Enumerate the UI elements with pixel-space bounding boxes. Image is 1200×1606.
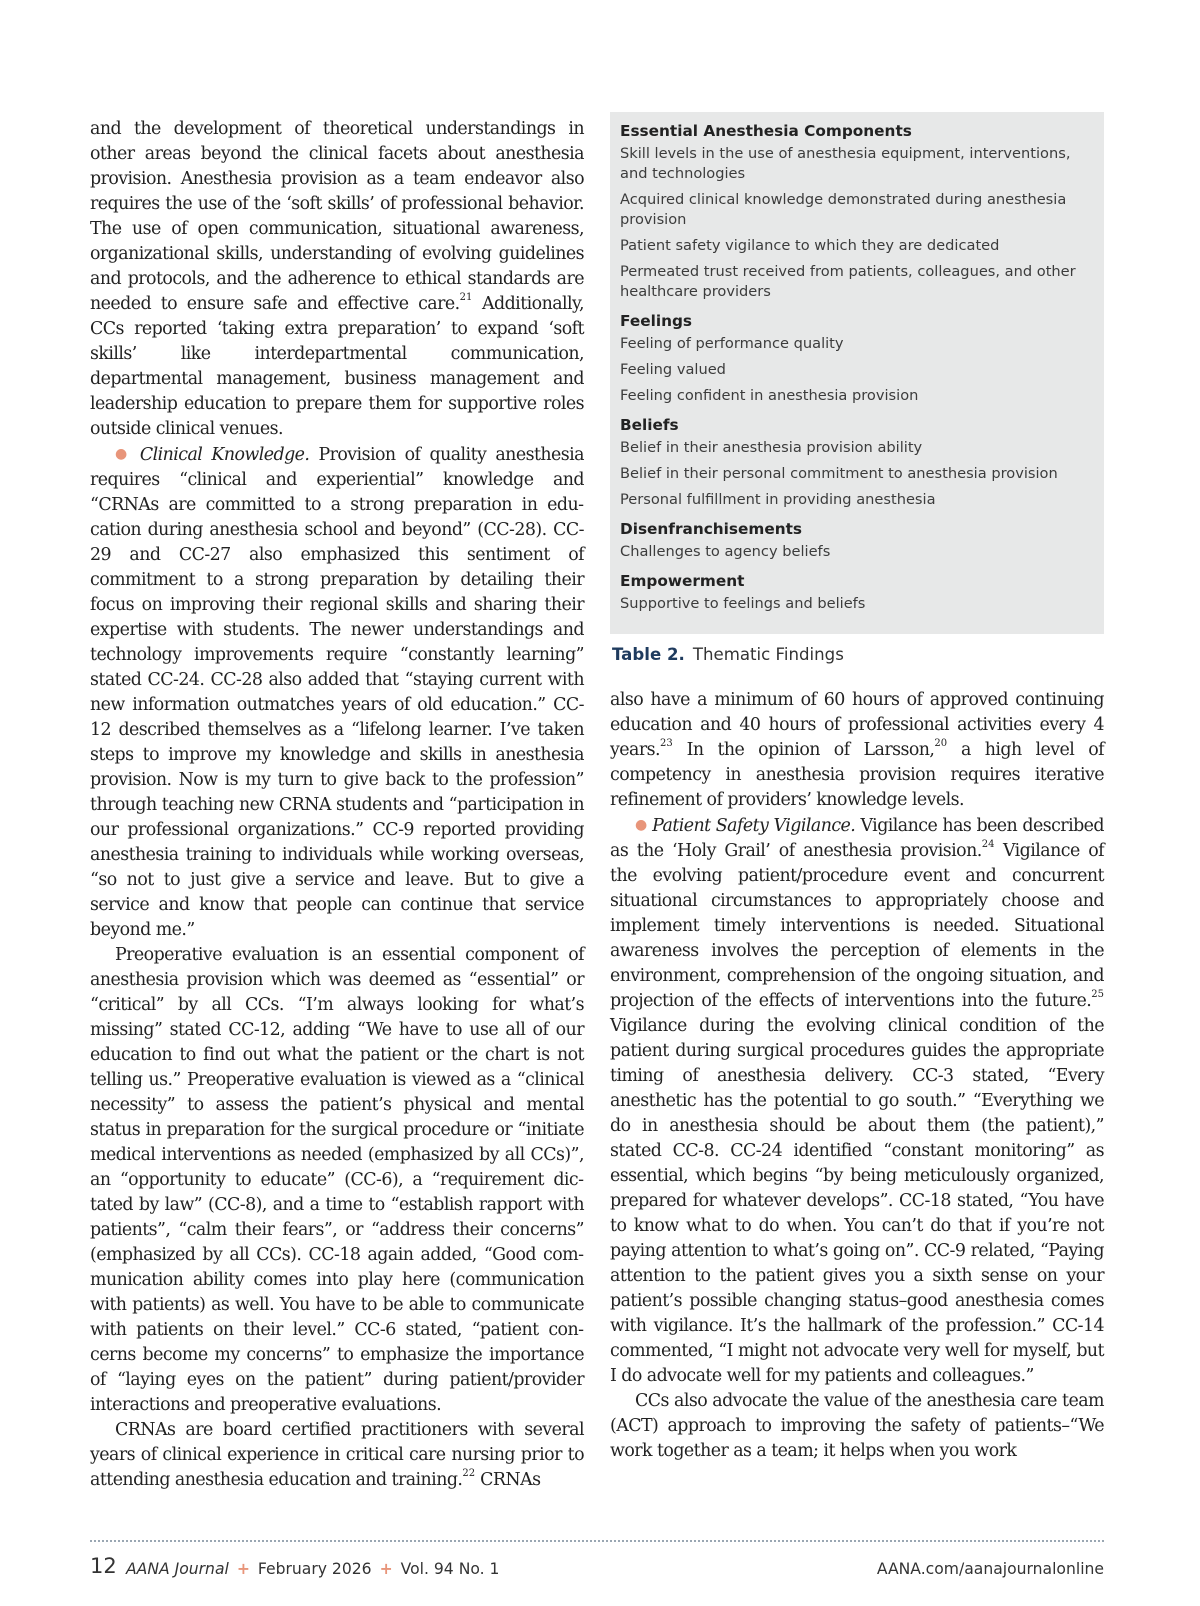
table-row: Belief in their personal commitment to anesthesia provision — [620, 465, 1058, 482]
left-column — [90, 117, 584, 1493]
table-row: Feeling valued — [620, 361, 726, 378]
bullet-dot-icon: ● — [115, 446, 131, 462]
table-row: Acquired clinical knowledge demonstrated during anesthesia provision — [620, 191, 1067, 228]
volume: Vol. 94 — [400, 1560, 454, 1578]
journal-meta — [126, 1560, 499, 1578]
reference-superscript: 20 — [934, 738, 948, 749]
table-section-title: Feelings — [620, 312, 693, 330]
table-row: Supportive to feelings and beliefs — [620, 595, 866, 612]
paragraph: CCs also advocate the value of the anesthesia care team (ACT) approach to improving the safety of patients–“We work together as a team; it helps when you work — [610, 1391, 1104, 1461]
table-caption-text: Thematic Findings — [692, 645, 844, 664]
table-row: Skill levels in the use of anesthesia equipment, interventions, and technologies — [620, 145, 1071, 182]
reference-superscript: 22 — [462, 1468, 476, 1479]
reference-superscript: 21 — [459, 292, 473, 303]
plus-separator-icon: + — [236, 1560, 250, 1578]
plus-separator-icon: + — [379, 1560, 393, 1578]
table-row: Permeated trust received from patients, colleagues, and other healthcare providers — [620, 263, 1076, 300]
bullet-dot-icon: ● — [635, 817, 647, 833]
reference-superscript: 24 — [981, 839, 995, 850]
footer-divider — [90, 1540, 1104, 1542]
table-row: Feeling of performance quality — [620, 335, 844, 352]
reference-superscript: 25 — [1091, 989, 1104, 1000]
right-column — [610, 688, 1104, 1464]
table-caption — [612, 645, 844, 664]
table-section-title: Beliefs — [620, 416, 679, 434]
table-section-title: Empowerment — [620, 572, 745, 590]
table-section-title: Essential Anesthesia Components — [620, 122, 912, 140]
thematic-findings-table — [610, 112, 1104, 634]
journal-url-link[interactable]: AANA.com/aanajournalonline — [876, 1560, 1104, 1578]
table-row: Patient safety vigilance to which they are dedicated — [620, 237, 1000, 254]
table-row: Belief in their anesthesia provision ability — [620, 439, 923, 456]
paragraph: CRNAs are board certified practitioners with several years of clinical experience in critical care nursing prior to attending anesthesia education and training.$^{22}$ CRNAs — [90, 1420, 584, 1490]
table-section-title: Disenfranchisements — [620, 520, 803, 538]
issue-date: February 2026 — [257, 1560, 372, 1578]
table-row: Feeling confident in anesthesia provision — [620, 387, 919, 404]
paragraph: and the development of theoretical understandings in other areas beyond the clinical facets about anesthesia provision. Anesthesia provision as a team endeavor also requires the use of the ‘soft skills’ of professional behavior. The use of open communication, situational awareness, organizational skills, understanding of evolving guidelines and protocols, and the adherence to ethical standards are needed to ensure safe and effective care.$^{21}$ Additionally, CCs reported ‘taking extra preparation’ to expand ‘soft skills’ like interdepartmental communication, departmental management, business management and leadership education to prepare them for supportive roles outside clinical venues. — [90, 119, 585, 439]
paragraph: ● Clinical Knowledge. Provision of quality anesthesia requires “clinical and experiential” knowledge and “CRNAs are committed to a strong preparation in education during anesthesia school and beyond” (CC-28). CC-29 and CC-27 also emphasized this sentiment of commitment to a strong preparation by detailing their focus on improving their regional skills and sharing their expertise with students. The newer understandings and technology improvements require “constantly learning” stated CC-24. CC-28 also added that “staying current with new information outmatches years of old education.” CC-12 described themselves as a “lifelong learner. I’ve taken steps to improve my knowledge and skills in anesthesia provision. Now is my turn to give back to the profession” through teaching new CRNA students and “participation in our professional organizations.” CC-9 reported providing anesthesia training to individuals while working overseas, “so not to just give a service and leave. But to give a service and know that people can continue that service beyond me.” — [90, 445, 584, 940]
paragraph: also have a minimum of 60 hours of approved continuing education and 40 hours of professional activities every 4 years.$^{23}$ In the opinion of Larsson,$^{20}$ a high level of competency in anesthesia provision requires iterative refinement of providers’ knowledge levels. — [610, 690, 1104, 810]
section-subheading: Patient Safety Vigilance. — [652, 816, 856, 836]
section-subheading: Clinical Knowledge. — [139, 445, 310, 465]
reference-superscript: 23 — [659, 738, 673, 749]
page-footer — [90, 1550, 1104, 1586]
table-caption-label: Table 2. — [612, 645, 685, 664]
paragraph: Preoperative evaluation is an essential component of anesthesia provision which was deemed as “essential” or “critical” by all CCs. “I’m always looking for what’s missing” stated CC-12, adding “We have to use all of our education to find out what the patient or the chart is not telling us.” Preoperative evaluation is viewed as a “clinical necessity” to assess the patient’s physical and mental status in preparation for the surgical procedure or “initiate medical interventions as needed (emphasized by all CCs)”, an “opportunity to educate” (CC-6), a “requirement dictated by law” (CC-8), and a time to “establish rapport with patients”, “calm their fears”, or “address their concerns” (emphasized by all CCs). CC-18 again added, “Good communication ability comes into play here (communication with patients) as well. You have to be able to communicate with patients on their level.” CC-6 stated, “patient concerns become my concerns” to emphasize the importance of “laying eyes on the patient” during patient/provider interactions and preoperative evaluations. — [90, 945, 584, 1415]
page-number: 12 — [90, 1554, 117, 1578]
paragraph: ● Patient Safety Vigilance. Vigilance has been described as the ‘Holy Grail’ of anesthesia provision.$^{24}$ Vigilance of the evolving patient/procedure event and concurrent situational circumstances to appropriately choose and implement timely interventions is needed. Situational awareness involves the perception of elements in the environment, comprehension of the ongoing situation, and projection of the effects of interventions into the future.$^{25}$ Vigilance during the evolving clinical condition of the patient during surgical procedures guides the appropriate timing of anesthesia delivery. CC-3 stated, “Every anesthetic has the potential to go south.” “Everything we do in anesthesia should be about them (the patient),” stated CC-8. CC-24 identified “constant monitoring” as essential, which begins “by being meticulously organized, prepared for whatever develops”. CC-18 stated, “You have to know what to do when. You can’t do that if you’re not paying attention to what’s going on”. CC-9 related, “Paying attention to the patient gives you a sixth sense on your patient’s possible changing status–good anesthesia comes with vigilance. It’s the hallmark of the profession.” CC-14 commented, “I might not advocate very well for myself, but I do advocate well for my patients and colleagues.” — [610, 816, 1104, 1386]
journal-name: AANA Journal — [126, 1560, 229, 1578]
issue-number: No. 1 — [458, 1560, 500, 1578]
table-row: Personal fulfillment in providing anesthesia — [620, 491, 936, 508]
table-row: Challenges to agency beliefs — [620, 543, 831, 560]
